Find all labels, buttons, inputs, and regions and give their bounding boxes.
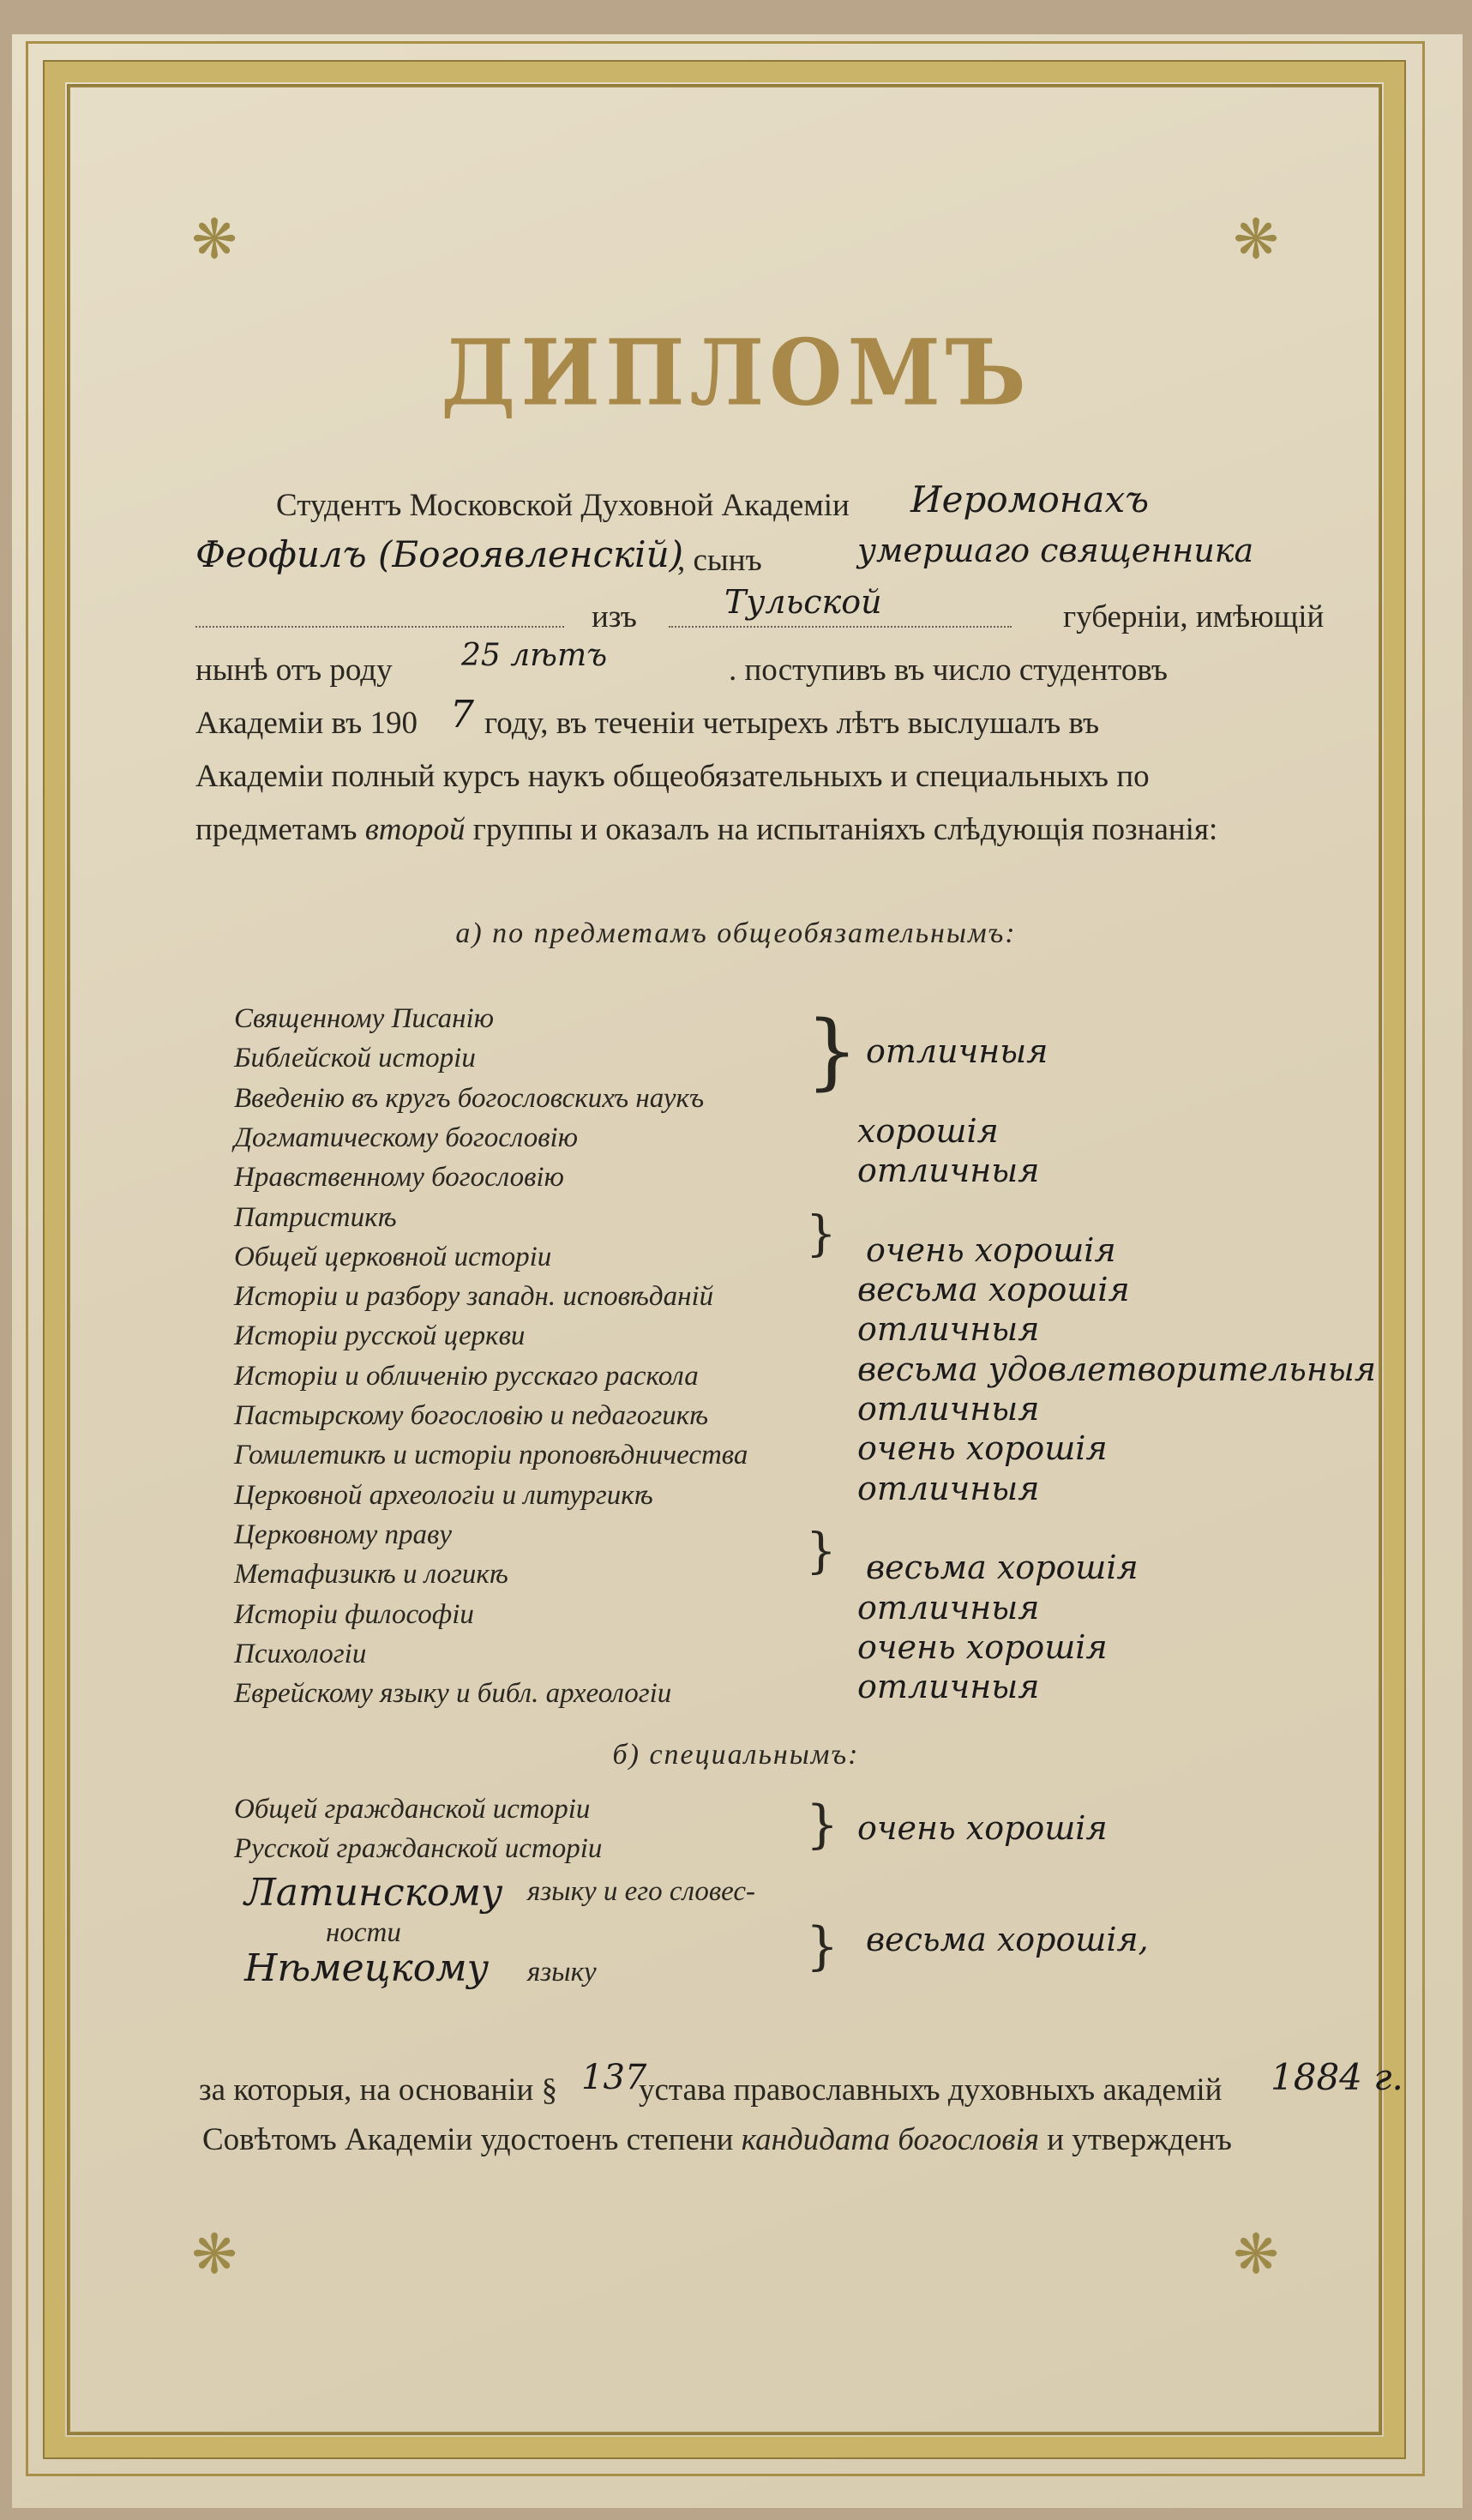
brace: } [806,1206,837,1262]
section-a-heading: а) по предметамъ общеобязательнымъ: [455,917,1017,949]
subject-a-grade: очень хорошія [866,1230,1116,1269]
intro-line-6 [195,811,1217,848]
handwritten-paragraph: 137 [581,2058,647,2097]
grade-b-history: очень хорошія [857,1809,1108,1847]
handwritten-latin: Латинскому [244,1871,503,1915]
subject-b-latin: языку и его словес- [527,1876,756,1907]
handwritten-father: умершаго священника [857,532,1254,569]
subject-b-general-history: Общей гражданской исторіи [234,1794,591,1825]
handwritten-german: Нѣмецкому [244,1946,490,1990]
subject-a-grade: отличныя [857,1390,1040,1428]
corner-ornament-icon: ❋ [191,209,237,270]
subject-b-latin-cont: ности [326,1917,401,1948]
intro-line-6a: предметамъ [195,812,357,847]
brace: } [806,1524,837,1579]
closing-line-2b: и утвержденъ [1047,2122,1232,2157]
subject-a-name: Священному Писанію [234,1003,494,1034]
intro-line-6b: группы и оказалъ на испытаніяхъ слѣдующія познанія: [472,812,1218,847]
subject-a-grade: отличныя [866,1032,1048,1071]
from-label: изъ [592,599,637,635]
corner-ornament-icon: ❋ [1233,2224,1279,2285]
subject-a-grade: отличныя [857,1310,1040,1349]
subject-a-name: Еврейскому языку и библ. археологіи [234,1678,672,1710]
subject-a-name: Психологіи [234,1638,367,1669]
grade-b-languages: весьма хорошія, [866,1921,1149,1958]
corner-ornament-icon: ❋ [191,2224,237,2285]
subject-a-name: Метафизикѣ и логикѣ [234,1559,508,1591]
closing-line-1b: устава православныхъ духовныхъ академій [639,2072,1223,2108]
dotted-line [669,626,1012,628]
subject-a-name: Церковной археологіи и литургикѣ [234,1479,653,1511]
subject-a-name: Введенію въ кругъ богословскихъ наукъ [234,1082,705,1114]
degree-name: кандидата богословія [741,2122,1039,2157]
brace: } [806,1916,839,1976]
intro-line-5: Академіи полный курсъ наукъ общеобязательныхъ и специальныхъ по [195,759,1150,794]
subject-a-grade: отличныя [857,1469,1040,1507]
intro-line-4a: Академіи въ 190 [195,706,418,741]
corner-ornament-icon: ❋ [1233,209,1279,270]
dotted-line [195,626,564,628]
subject-a-name: Церковному праву [234,1519,453,1550]
subject-a-name: Общей церковной исторіи [234,1241,552,1272]
subject-a-name: Исторіи русской церкви [234,1320,526,1352]
province-label: губерніи, имѣющій [1063,599,1325,635]
subject-a-name: Исторіи и обличенію русскаго раскола [234,1360,699,1392]
handwritten-statute-year: 1884 г. [1271,2056,1403,2098]
section-b-heading: б) специальнымъ: [612,1739,860,1771]
group-number: второй [364,812,466,847]
brace: } [806,1795,839,1855]
intro-line-4b: году, въ теченіи четырехъ лѣтъ выслушалъ въ [484,706,1100,741]
subject-a-name: Гомилетикѣ и исторіи проповѣдничества [234,1440,748,1471]
closing-line-1a: за которыя, на основаніи § [199,2072,558,2108]
subject-a-name: Патристикѣ [234,1201,397,1233]
subject-a-grade: отличныя [857,1588,1040,1627]
document-title: ДИПЛОМЪ [441,320,1031,427]
subject-a-grade: отличныя [857,1152,1040,1190]
subject-b-russian-history: Русской гражданской исторіи [234,1833,603,1864]
subject-a-grade: очень хорошія [857,1429,1108,1468]
subject-a-grade: весьма хорошія [866,1549,1139,1587]
intro-line-3: . поступивъ въ число студентовъ [729,653,1169,688]
subject-a-name: Нравственному богословію [234,1162,564,1194]
brace: } [806,1003,859,1099]
subject-a-name: Исторіи философіи [234,1598,474,1630]
handwritten-age: 25 лѣтъ [461,638,608,673]
subject-a-name: Догматическому богословію [234,1122,578,1153]
age-label: нынѣ отъ роду [195,653,393,688]
subject-a-grade: очень хорошія [857,1627,1108,1666]
subject-a-name: Исторіи и разбору западн. исповѣданій [234,1281,714,1313]
son-label: , сынъ [677,543,762,578]
subject-b-german: языку [527,1957,597,1988]
handwritten-year: 7 [450,693,474,737]
subject-a-name: Библейской исторіи [234,1043,476,1074]
closing-line-2a: Совѣтомъ Академіи удостоенъ степени [202,2122,734,2157]
intro-line-1: Студентъ Московской Духовной Академіи [276,488,850,523]
subject-a-grade: хорошія [857,1111,999,1150]
subject-a-grade: отличныя [857,1668,1040,1706]
handwritten-name: Феофилъ (Богоявленскій) [195,533,684,575]
subject-a-name: Пастырскому богословію и педагогикѣ [234,1400,709,1431]
handwritten-rank: Иеромонахъ [910,478,1150,520]
subject-a-grade: весьма удовлетворительныя [857,1350,1376,1388]
handwritten-province: Тульской [724,583,882,621]
closing-line-2 [202,2121,1232,2158]
subject-a-grade: весьма хорошія [857,1271,1130,1309]
